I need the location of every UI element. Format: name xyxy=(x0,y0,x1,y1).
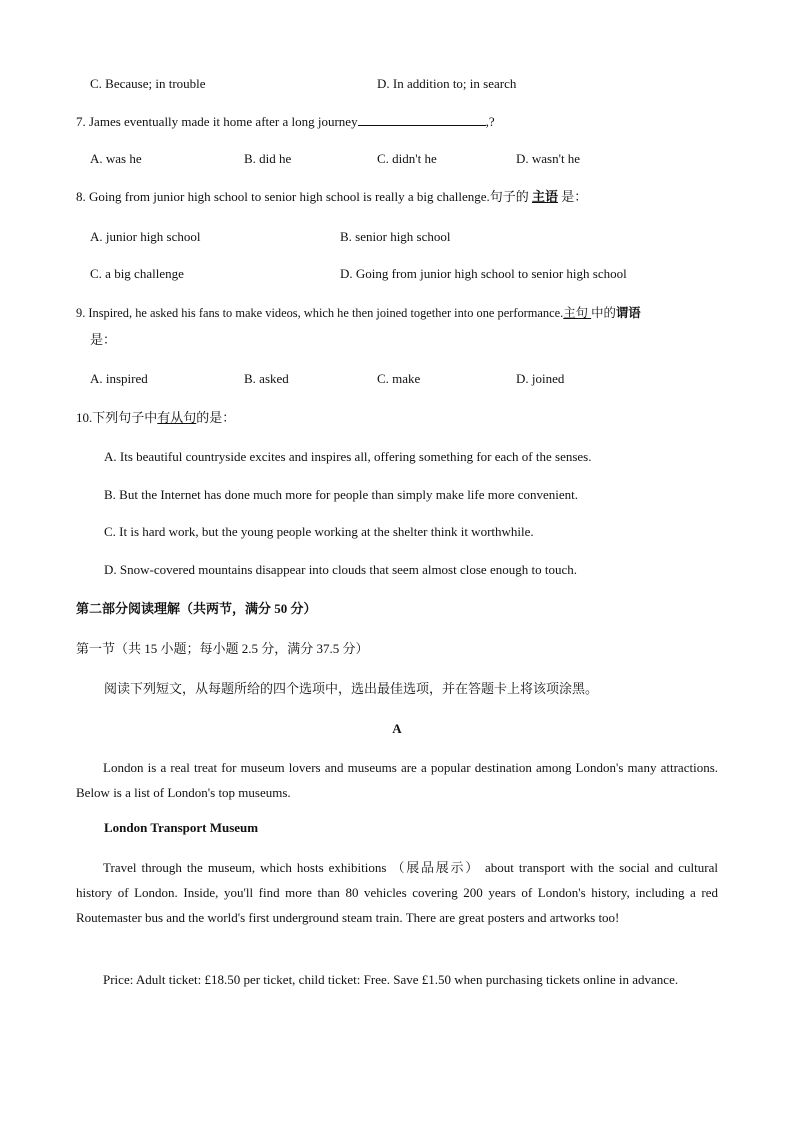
q6-option-d: D. In addition to; in search xyxy=(377,76,517,91)
q10-question xyxy=(76,410,235,426)
passage-intro-text: London is a real treat for museum lovers and museums are a popular destination among London's many attractions. Below is a list of London's top museums. xyxy=(76,760,718,800)
q10-stem-pre: 10.下列句子中 xyxy=(76,410,158,425)
q9-option-c: C. make xyxy=(377,371,421,386)
q10-stem-post: 的是： xyxy=(196,410,236,425)
q9-question xyxy=(76,305,641,321)
q10-option-a: A. Its beautiful countryside excites and inspires all, offering something for each of the senses. xyxy=(104,449,592,464)
q7-tail: ,? xyxy=(485,114,495,129)
q7-question xyxy=(76,113,495,130)
q10-option-d: D. Snow-covered mountains disappear into clouds that seem almost close enough to touch. xyxy=(104,562,577,577)
reading-instruction: 阅读下列短文，从每题所给的四个选项中，选出最佳选项，并在答题卡上将该项涂黑。 xyxy=(104,681,599,696)
q8-stem: 8. Going from junior high school to senior high school is really a big challenge.句子的 xyxy=(76,189,533,204)
q9-option-a: A. inspired xyxy=(90,371,148,386)
q7-option-c: C. didn't he xyxy=(377,151,437,166)
q8-option-a: A. junior high school xyxy=(90,229,201,244)
q8-tail: 是： xyxy=(558,189,588,204)
q9-stem: 9. Inspired, he asked his fans to make videos, which he then joined together into one performance. xyxy=(76,306,564,320)
q7-option-b: B. did he xyxy=(244,151,292,166)
q9-underlined: 主句 xyxy=(563,306,592,320)
passage-letter: A xyxy=(392,721,402,736)
q10-option-c: C. It is hard work, but the young people working at the shelter think it worthwhile. xyxy=(104,524,534,539)
q8-option-b: B. senior high school xyxy=(340,229,451,244)
q9-option-b: B. asked xyxy=(244,371,289,386)
q10-option-b: B. But the Internet has done much more for people than simply make life more convenient. xyxy=(104,487,579,502)
q8-question xyxy=(76,189,587,205)
q6-option-c: C. Because; in trouble xyxy=(90,76,206,91)
museum-price xyxy=(76,967,718,992)
q9-option-d: D. joined xyxy=(516,371,565,386)
q9-tail: 是： xyxy=(90,332,117,347)
part2-heading: 第二部分阅读理解（共两节，满分 50 分） xyxy=(76,601,317,616)
section1-heading: 第一节（共 15 小题；每小题 2.5 分，满分 37.5 分） xyxy=(76,641,369,656)
museum-description-text: Travel through the museum, which hosts exhibitions （展品展示） about transport with the social and cultural history of London. Inside, you'll find more than 80 vehicles covering 200 years of London's history, including a red Routemaster bus and the world's first underground steam train. There are great posters and artworks too! xyxy=(76,860,718,925)
museum-price-text: Price: Adult ticket: £18.50 per ticket, child ticket: Free. Save £1.50 when purchasing tickets online in advance. xyxy=(103,972,679,987)
q7-stem: 7. James eventually made it home after a long journey xyxy=(76,114,358,129)
passage-intro xyxy=(76,755,718,805)
q8-keyword: 主语 xyxy=(532,189,559,204)
museum-title: London Transport Museum xyxy=(104,820,259,835)
q7-blank xyxy=(358,113,486,126)
q7-option-a: A. was he xyxy=(90,151,142,166)
q8-option-d: D. Going from junior high school to senior high school xyxy=(340,266,627,281)
q9-keyword: 谓语 xyxy=(615,306,641,320)
q7-option-d: D. wasn't he xyxy=(516,151,581,166)
museum-description xyxy=(76,855,718,930)
q10-stem-underlined: 有从句 xyxy=(157,410,197,425)
q9-mid: 中的 xyxy=(591,306,616,320)
q8-option-c: C. a big challenge xyxy=(90,266,184,281)
